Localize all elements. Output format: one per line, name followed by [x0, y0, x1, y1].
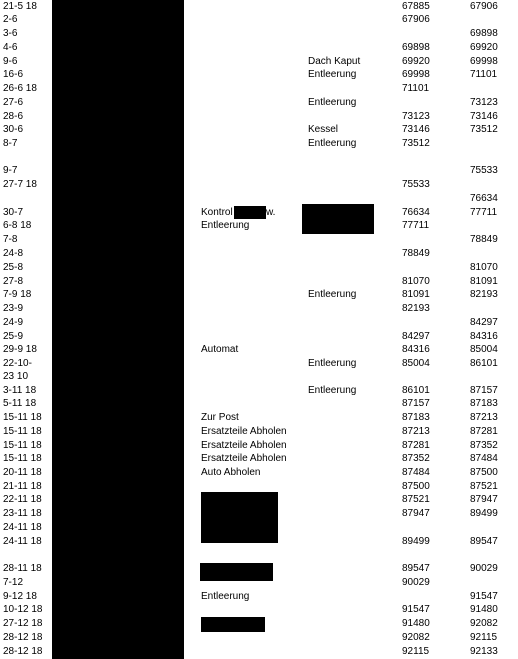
- row-odometer-start: 67885: [402, 1, 430, 12]
- row-odometer-start: 92115: [402, 646, 430, 657]
- row-date: 22-11 18: [3, 494, 42, 505]
- row-odometer-end: 69920: [470, 42, 498, 53]
- row-odometer-end: 77711: [470, 207, 498, 218]
- row-note-2: Entleerung: [308, 97, 357, 108]
- row-odometer-end: 87500: [470, 467, 498, 478]
- row-date: 15-11 18: [3, 440, 42, 451]
- row-odometer-start: 73512: [402, 138, 430, 149]
- row-note-fragment: w.: [266, 207, 276, 218]
- row-date: 15-11 18: [3, 412, 42, 423]
- row-date: 30-7: [3, 207, 24, 218]
- row-odometer-end: 92133: [470, 646, 498, 657]
- row-date: 10-12 18: [3, 604, 43, 615]
- row-date: 24-8: [3, 248, 24, 259]
- row-odometer-start: 87521: [402, 494, 430, 505]
- row-odometer-end: 87213: [470, 412, 498, 423]
- row-odometer-end: 91547: [470, 591, 498, 602]
- row-odometer-start: 91547: [402, 604, 430, 615]
- row-odometer-start: 81070: [402, 276, 430, 287]
- row-date: 28-11 18: [3, 563, 42, 574]
- row-odometer-end: 86101: [470, 358, 498, 369]
- row-date: 28-12 18: [3, 646, 43, 657]
- row-odometer-end: 76634: [470, 193, 498, 204]
- row-date: 7-9 18: [3, 289, 32, 300]
- row-date: 23-11 18: [3, 508, 42, 519]
- row-date: 24-9: [3, 317, 24, 328]
- row-odometer-start: 73146: [402, 124, 430, 135]
- row-odometer-end: 87521: [470, 481, 498, 492]
- row-odometer-start: 67906: [402, 14, 430, 25]
- row-note-2: Entleerung: [308, 138, 357, 149]
- row-date: 16-6: [3, 69, 24, 80]
- row-date: 23 10: [3, 371, 29, 382]
- redaction-block-28-11: [200, 563, 273, 581]
- row-odometer-end: 87484: [470, 453, 498, 464]
- row-odometer-end: 87947: [470, 494, 498, 505]
- row-date: 15-11 18: [3, 426, 42, 437]
- row-date: 7-8: [3, 234, 18, 245]
- row-note: Automat: [201, 344, 239, 355]
- row-odometer-start: 87213: [402, 426, 430, 437]
- row-odometer-end: 78849: [470, 234, 498, 245]
- row-odometer-end: 92082: [470, 618, 498, 629]
- row-date: 9-6: [3, 56, 18, 67]
- row-note: Kontrol: [201, 207, 233, 218]
- row-odometer-end: 89547: [470, 536, 498, 547]
- row-odometer-start: 89547: [402, 563, 430, 574]
- row-date: 27-12 18: [3, 618, 43, 629]
- row-date: 24-11 18: [3, 522, 42, 533]
- row-date: 5-11 18: [3, 398, 37, 409]
- row-date: 3-11 18: [3, 385, 37, 396]
- row-odometer-start: 85004: [402, 358, 430, 369]
- row-date: 9-7: [3, 165, 18, 176]
- row-note-2: Dach Kaput: [308, 56, 361, 67]
- row-odometer-end: 69998: [470, 56, 498, 67]
- row-note: Entleerung: [201, 591, 250, 602]
- row-note-2: Entleerung: [308, 385, 357, 396]
- row-note-2: Entleerung: [308, 289, 357, 300]
- row-odometer-end: 67906: [470, 1, 498, 12]
- row-date: 8-7: [3, 138, 18, 149]
- row-odometer-end: 73146: [470, 111, 498, 122]
- row-odometer-start: 87352: [402, 453, 430, 464]
- row-odometer-start: 75533: [402, 179, 430, 190]
- redaction-block-27-12: [201, 617, 265, 632]
- row-odometer-start: 73123: [402, 111, 430, 122]
- row-odometer-start: 82193: [402, 303, 430, 314]
- row-odometer-end: 69898: [470, 28, 498, 39]
- row-date: 28-6: [3, 111, 24, 122]
- row-odometer-start: 81091: [402, 289, 430, 300]
- row-date: 27-7 18: [3, 179, 37, 190]
- row-odometer-start: 76634: [402, 207, 430, 218]
- row-odometer-end: 84297: [470, 317, 498, 328]
- row-odometer-start: 90029: [402, 577, 430, 588]
- row-note-2: Entleerung: [308, 358, 357, 369]
- row-date: 9-12 18: [3, 591, 37, 602]
- row-odometer-end: 87281: [470, 426, 498, 437]
- row-odometer-start: 84316: [402, 344, 430, 355]
- row-odometer-end: 89499: [470, 508, 498, 519]
- row-date: 22-10-: [3, 358, 32, 369]
- row-date: 7-12: [3, 577, 24, 588]
- row-odometer-end: 82193: [470, 289, 498, 300]
- row-date: 20-11 18: [3, 467, 42, 478]
- row-odometer-start: 87484: [402, 467, 430, 478]
- row-date: 26-6 18: [3, 83, 37, 94]
- row-odometer-end: 91480: [470, 604, 498, 615]
- row-date: 24-11 18: [3, 536, 42, 547]
- row-odometer-end: 87352: [470, 440, 498, 451]
- row-date: 3-6: [3, 28, 18, 39]
- row-odometer-start: 92082: [402, 632, 430, 643]
- row-odometer-end: 87183: [470, 398, 498, 409]
- row-note-2: Entleerung: [308, 69, 357, 80]
- row-note: Auto Abholen: [201, 467, 261, 478]
- redaction-block-note-30-7: [302, 204, 374, 234]
- row-odometer-end: 73512: [470, 124, 498, 135]
- row-odometer-end: 81091: [470, 276, 498, 287]
- row-note: Entleerung: [201, 220, 250, 231]
- row-date: 6-8 18: [3, 220, 32, 231]
- row-odometer-start: 87281: [402, 440, 430, 451]
- row-odometer-end: 92115: [470, 632, 498, 643]
- row-odometer-end: 75533: [470, 165, 498, 176]
- row-odometer-end: 90029: [470, 563, 498, 574]
- row-date: 23-9: [3, 303, 24, 314]
- row-odometer-start: 84297: [402, 331, 430, 342]
- row-odometer-end: 81070: [470, 262, 498, 273]
- row-note: Ersatzteile Abholen: [201, 426, 287, 437]
- row-odometer-start: 77711: [402, 220, 430, 231]
- row-odometer-start: 87947: [402, 508, 430, 519]
- row-odometer-end: 87157: [470, 385, 498, 396]
- row-date: 2-6: [3, 14, 18, 25]
- row-date: 25-9: [3, 331, 24, 342]
- row-note: Zur Post: [201, 412, 239, 423]
- row-odometer-end: 85004: [470, 344, 498, 355]
- row-odometer-start: 87183: [402, 412, 430, 423]
- row-date: 21-11 18: [3, 481, 42, 492]
- row-odometer-start: 69898: [402, 42, 430, 53]
- row-odometer-start: 89499: [402, 536, 430, 547]
- row-odometer-start: 78849: [402, 248, 430, 259]
- row-date: 27-8: [3, 276, 24, 287]
- redaction-block-main: [52, 0, 184, 659]
- row-date: 15-11 18: [3, 453, 42, 464]
- row-date: 27-6: [3, 97, 24, 108]
- row-odometer-start: 69920: [402, 56, 430, 67]
- row-date: 4-6: [3, 42, 18, 53]
- row-note: Ersatzteile Abholen: [201, 453, 287, 464]
- row-date: 25-8: [3, 262, 24, 273]
- row-odometer-start: 87500: [402, 481, 430, 492]
- row-odometer-start: 71101: [402, 83, 430, 94]
- row-odometer-start: 69998: [402, 69, 430, 80]
- row-date: 21-5 18: [3, 1, 37, 12]
- row-odometer-start: 91480: [402, 618, 430, 629]
- row-odometer-end: 71101: [470, 69, 498, 80]
- redaction-block-nov: [201, 492, 278, 543]
- row-odometer-start: 86101: [402, 385, 430, 396]
- row-date: 29-9 18: [3, 344, 37, 355]
- row-date: 30-6: [3, 124, 24, 135]
- row-note: Ersatzteile Abholen: [201, 440, 287, 451]
- row-odometer-end: 73123: [470, 97, 498, 108]
- row-odometer-start: 87157: [402, 398, 430, 409]
- row-odometer-end: 84316: [470, 331, 498, 342]
- row-note-2: Kessel: [308, 124, 339, 135]
- row-date: 28-12 18: [3, 632, 43, 643]
- redaction-block-kontrol: [234, 206, 266, 219]
